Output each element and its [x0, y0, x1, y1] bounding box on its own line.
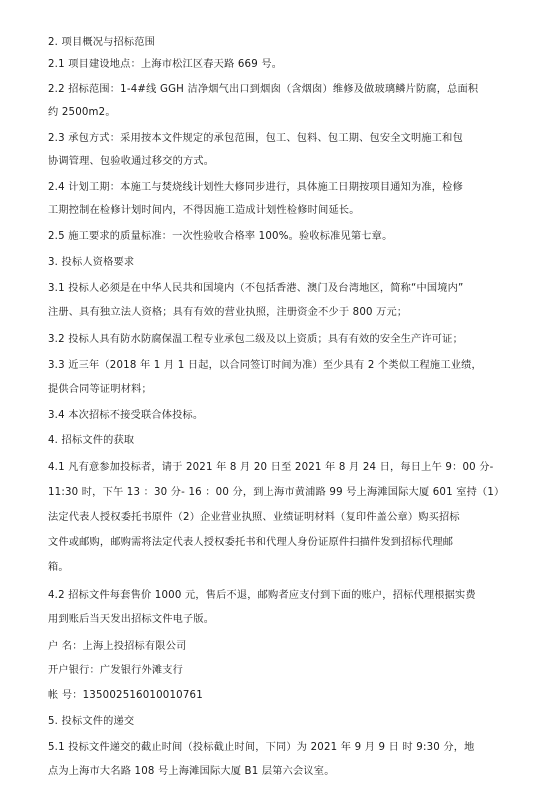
bank-name: 开户银行：广发银行外滩支行 — [48, 665, 184, 676]
heading-tender-document-acquisition: 4. 招标文件的获取 — [48, 435, 135, 446]
text-line: 法定代表人授权委托书原件（2）企业营业执照、业绩证明材料（复印件盖公章）购买招标 — [48, 512, 460, 523]
text-line: 4.1 凡有意参加投标者，请于 2021 年 8 月 20 日至 2021 年 8 月 24 日，每日上午 9：00 分- — [48, 462, 494, 473]
heading-bid-submission: 5. 投标文件的递交 — [48, 716, 135, 727]
text-line: 2.3 承包方式：采用按本文件规定的承包范围，包工、包料、包工期、包安全文明施工和包 — [48, 133, 463, 144]
heading-bidder-qualification: 3. 投标人资格要求 — [48, 257, 135, 268]
account-name: 户 名：上海上投招标有限公司 — [48, 641, 187, 652]
text-line: 3.2 投标人具有防水防腐保温工程专业承包二级及以上资质；具有有效的安全生产许可证； — [48, 334, 463, 345]
heading-project-overview: 2. 项目概况与招标范围 — [48, 37, 156, 48]
text-line: 2.2 招标范围：1-4#线 GGH 洁净烟气出口到烟囱（含烟囱）维修及做玻璃鳞片防腐，总面积 — [48, 84, 479, 95]
text-line: 5.1 投标文件递交的截止时间（投标截止时间，下同）为 2021 年 9 月 9 日 时 9:30 分，地 — [48, 742, 475, 753]
text-line: 2.1 项目建设地点：上海市松江区春天路 669 号。 — [48, 59, 283, 70]
text-line: 3.1 投标人必须是在中华人民共和国境内（不包括香港、澳门及台湾地区，简称“中国境内” — [48, 283, 464, 294]
text-line: 协调管理、包验收通过移交的方式。 — [48, 156, 215, 167]
account-number: 帐 号：135002516010010761 — [48, 690, 203, 701]
text-line: 用到账后当天发出招标文件电子版。 — [48, 614, 215, 625]
text-line: 3.3 近三年（2018 年 1 月 1 日起，以合同签订时间为准）至少具有 2 个类似工程施工业绩， — [48, 360, 482, 371]
text-line: 4.2 招标文件每套售价 1000 元，售后不退，邮购者应支付到下面的账户，招标代理根据实费 — [48, 590, 476, 601]
text-line: 文件或邮购，邮购需将法定代表人授权委托书和代理人身份证原件扫描件发到招标代理邮 — [48, 537, 454, 548]
text-line: 点为上海市大名路 108 号上海滩国际大厦 B1 层第六会议室。 — [48, 766, 335, 777]
text-line: 2.5 施工要求的质量标准：一次性验收合格率 100%。验收标准见第七章。 — [48, 231, 393, 242]
text-line: 3.4 本次招标不接受联合体投标。 — [48, 410, 204, 421]
text-line: 工期控制在检修计划时间内，不得因施工造成计划性检修时间延长。 — [48, 205, 360, 216]
text-line: 约 2500m2。 — [48, 107, 116, 118]
text-line: 11:30 时，下午 13 ：30 分- 16 ：00 分，到上海市黄浦路 99 号上海滩国际大厦 601 室持（1） — [48, 487, 505, 498]
text-line: 注册、具有独立法人资格；具有有效的营业执照，注册资金不少于 800 万元； — [48, 307, 408, 318]
text-line: 2.4 计划工期：本施工与焚烧线计划性大修同步进行，具体施工日期按项目通知为准，检修 — [48, 182, 463, 193]
text-line: 提供合同等证明材料； — [48, 384, 152, 395]
text-line: 箱。 — [48, 562, 69, 573]
